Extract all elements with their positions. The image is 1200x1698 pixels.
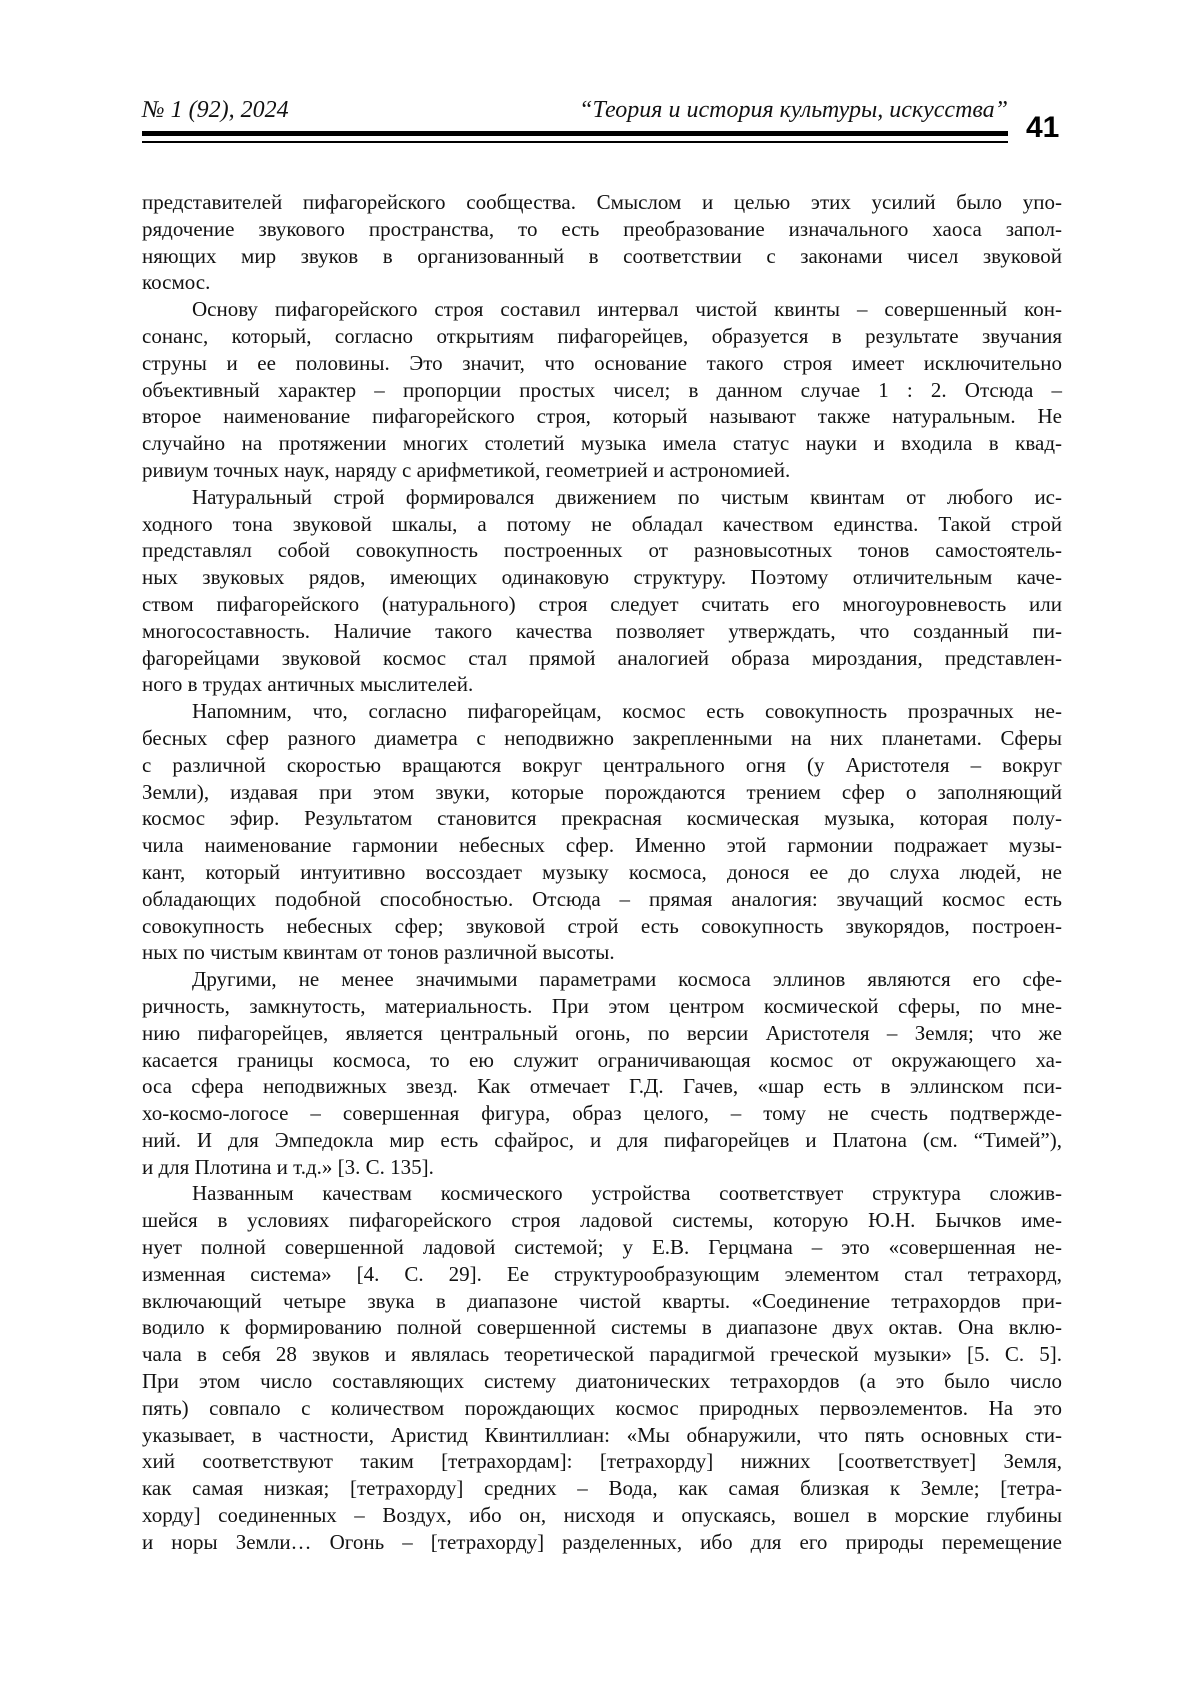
text-line: Основу пифагорейского строя составил интервал чистой квинты – совершенный кон- bbox=[192, 297, 1062, 322]
text-line: ного в трудах античных мыслителей. bbox=[142, 672, 474, 697]
text-line: Другими, не менее значимыми параметрами космоса эллинов являются его сфе- bbox=[192, 967, 1062, 992]
article-body bbox=[142, 189, 1062, 1556]
text-line: ривиум точных наук, наряду с арифметикой, геометрией и астрономией. bbox=[142, 457, 791, 482]
text-line: нию пифагорейцев, является центральный огонь, по версии Аристотеля – Земля; что же bbox=[142, 1020, 1062, 1045]
text-line: сонанс, который, согласно открытиям пифагорейцев, образуется в результате звучания bbox=[142, 323, 1062, 348]
paragraph bbox=[142, 189, 1062, 296]
paragraph bbox=[142, 1180, 1062, 1555]
text-line: совокупность небесных сфер; звуковой строй есть совокупность звукорядов, построен- bbox=[142, 913, 1062, 938]
text-line: фагорейцами звуковой космос стал прямой аналогией образа мироздания, представлен- bbox=[142, 645, 1062, 670]
text-line: При этом число составляющих систему диатонических тетрахордов (а это было число bbox=[142, 1369, 1062, 1394]
text-line: как самая низкая; [тетрахорду] средних – Вода, как самая близкая к Земле; [тетра- bbox=[142, 1476, 1062, 1501]
text-line: включающий четыре звука в диапазоне чистой кварты. «Соединение тетрахордов при- bbox=[142, 1288, 1062, 1313]
text-line: и норы Земли… Огонь – [тетрахорду] разделенных, ибо для его природы перемещение bbox=[142, 1529, 1062, 1554]
text-line: чала в себя 28 звуков и являлась теоретической парадигмой греческой музыки» [5. С. 5]. bbox=[142, 1342, 1062, 1367]
text-line: пять) совпало с количеством порождающих космос природных первоэлементов. На это bbox=[142, 1395, 1062, 1420]
issue-label: № 1 (92), 2024 bbox=[142, 97, 289, 123]
text-line: рядочение звукового пространства, то есть преобразование изначального хаоса запол- bbox=[142, 216, 1062, 241]
text-line: ричность, замкнутость, материальность. При этом центром космической сферы, по мне- bbox=[142, 993, 1062, 1018]
text-line: второе наименование пифагорейского строя, который называют также натуральным. Не bbox=[142, 404, 1062, 429]
text-line: изменная система» [4. С. 29]. Ее структурообразующим элементом стал тетрахорд, bbox=[142, 1261, 1062, 1286]
text-line: представлял собой совокупность построенных от разновысотных тонов самостоятель- bbox=[142, 538, 1062, 563]
text-line: хорду] соединенных – Воздух, ибо он, нисходя и опускаясь, вошел в морские глубины bbox=[142, 1503, 1062, 1528]
text-line: ных звуковых рядов, имеющих одинаковую структуру. Поэтому отличительным каче- bbox=[142, 565, 1062, 590]
text-line: ством пифагорейского (натурального) строя следует считать его многоуровневость или bbox=[142, 591, 1062, 616]
text-line: представителей пифагорейского сообщества. Смыслом и целью этих усилий было упо- bbox=[142, 190, 1062, 214]
text-line: кант, который интуитивно воссоздает музыку космоса, донося ее до слуха людей, не bbox=[142, 859, 1062, 884]
text-line: оса сфера неподвижных звезд. Как отмечает Г.Д. Гачев, «шар есть в эллинском пси- bbox=[142, 1074, 1062, 1099]
text-line: Названным качествам космического устройства соответствует структура сложив- bbox=[192, 1181, 1062, 1206]
text-line: космос. bbox=[142, 270, 211, 295]
text-line: объективный характер – пропорции простых чисел; в данном случае 1 : 2. Отсюда – bbox=[142, 377, 1062, 402]
text-line: нует полной совершенной ладовой системой; у Е.В. Герцмана – это «совершенная не- bbox=[142, 1235, 1062, 1260]
text-line: хо-космо-логосе – совершенная фигура, образ целого, – тому не счесть подтвержде- bbox=[142, 1101, 1062, 1126]
text-line: и для Плотина и т.д.» [3. С. 135]. bbox=[142, 1154, 434, 1179]
header-rule-thick bbox=[142, 131, 1008, 136]
running-head bbox=[142, 96, 1008, 124]
text-line: ных по чистым квинтам от тонов различной высоты. bbox=[142, 940, 615, 965]
text-line: касается границы космоса, то ею служит ограничивающая космос от окружающего ха- bbox=[142, 1047, 1062, 1072]
text-line: с различной скоростью вращаются вокруг центрального огня (у Аристотеля – вокруг bbox=[142, 752, 1062, 777]
paragraph bbox=[142, 966, 1062, 1180]
text-line: случайно на протяжении многих столетий музыка имела статус науки и входила в квад- bbox=[142, 431, 1062, 456]
header-rule-thin bbox=[142, 141, 1008, 143]
text-line: Натуральный строй формировался движением по чистым квинтам от любого ис- bbox=[192, 484, 1062, 509]
text-line: ний. И для Эмпедокла мир есть сфайрос, и для пифагорейцев и Платона (см. “Тимей”), bbox=[142, 1127, 1062, 1152]
text-line: указывает, в частности, Аристид Квинтиллиан: «Мы обнаружили, что пять основных сти- bbox=[142, 1422, 1062, 1447]
text-line: обладающих подобной способностью. Отсюда – прямая аналогия: звучащий космос есть bbox=[142, 886, 1062, 911]
text-line: няющих мир звуков в организованный в соответствии с законами чисел звуковой bbox=[142, 243, 1062, 268]
text-line: многосоставность. Наличие такого качества позволяет утверждать, что созданный пи- bbox=[142, 618, 1062, 643]
paragraph bbox=[142, 296, 1062, 484]
text-line: ходного тона звуковой шкалы, а потому не обладал качеством единства. Такой строй bbox=[142, 511, 1062, 536]
page-number: 41 bbox=[1026, 111, 1060, 144]
text-line: Земли), издавая при этом звуки, которые порождаются трением сфер о заполняющий bbox=[142, 779, 1062, 804]
text-line: бесных сфер разного диаметра с неподвижно закрепленными на них планетами. Сферы bbox=[142, 725, 1062, 750]
paragraph bbox=[142, 484, 1062, 698]
journal-title: “Теория и история культуры, искусства” bbox=[579, 97, 1008, 123]
text-line: космос эфир. Результатом становится прекрасная космическая музыка, которая полу- bbox=[142, 806, 1062, 831]
text-line: шейся в условиях пифагорейского строя ладовой системы, которую Ю.Н. Бычков име- bbox=[142, 1208, 1062, 1233]
text-line: Напомним, что, согласно пифагорейцам, космос есть совокупность прозрачных не- bbox=[192, 699, 1062, 724]
text-line: водило к формированию полной совершенной системы в диапазоне двух октав. Она вклю- bbox=[142, 1315, 1062, 1340]
text-line: чила наименование гармонии небесных сфер. Именно этой гармонии подражает музы- bbox=[142, 833, 1062, 858]
text-line: струны и ее половины. Это значит, что основание такого строя имеет исключительно bbox=[142, 350, 1062, 375]
paragraph bbox=[142, 698, 1062, 966]
header-rule bbox=[142, 131, 1008, 143]
text-line: хий соответствуют таким [тетрахордам]: [тетрахорду] нижних [соответствует] Земля, bbox=[142, 1449, 1062, 1474]
